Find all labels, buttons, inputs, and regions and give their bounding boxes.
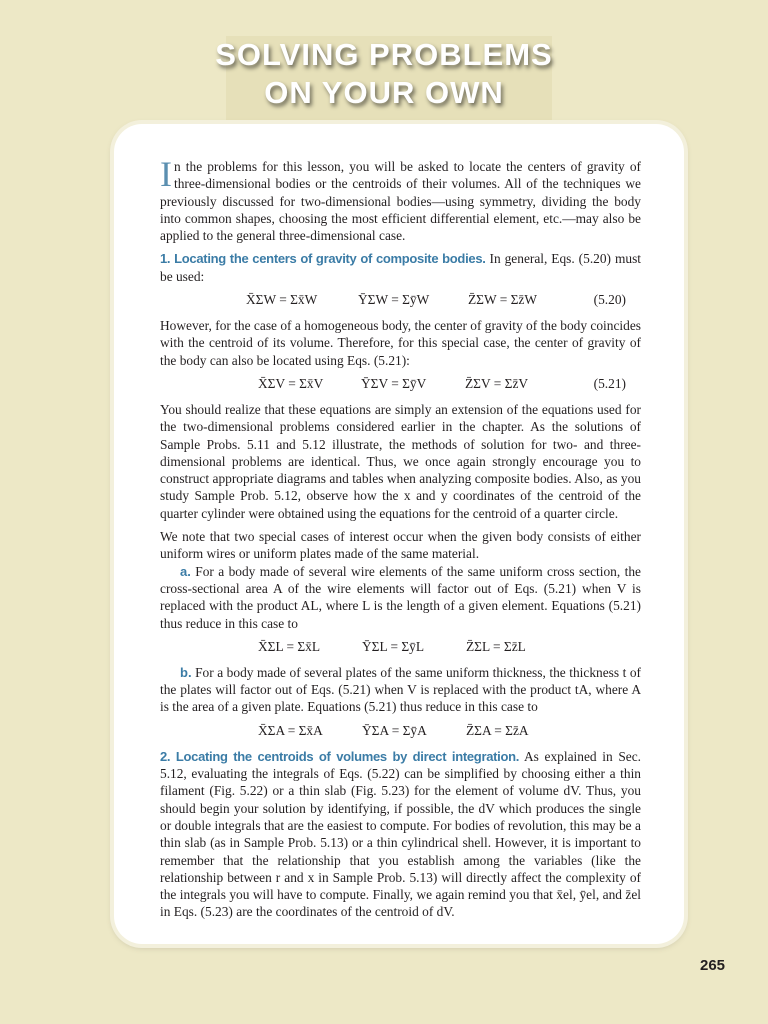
equation-5-20 (160, 291, 641, 310)
equation-number: (5.21) (593, 375, 626, 391)
equation-term: ȲΣA = ΣȳA (362, 722, 427, 738)
equation-term: Z̄ΣV = Σz̄V (465, 375, 529, 391)
case-b-label: b. (180, 664, 192, 680)
drop-cap: I (160, 154, 172, 194)
equation-term: Z̄ΣA = Σz̄A (466, 722, 529, 738)
title-line-1: SOLVING PROBLEMS (215, 37, 553, 72)
homogeneous-paragraph: However, for the case of a homogeneous body, the center of gravity of the body coincides with the centroid of its volume. Therefore, for this special case, the center of gravity of the body can also be located using Eqs. (5.21): (160, 318, 641, 368)
content-body (160, 154, 642, 927)
equation-term: Z̄ΣW = Σz̄W (468, 292, 537, 308)
case-a-text: For a body made of several wire elements of the same uniform cross section, the cross-sectional area A of the wire elements will factor out of Eqs. (5.21) when V is replaced with the product AL, where L is the length of a given element. Equations (5.21) thus reduce in this case to (160, 563, 641, 631)
case-a-paragraph (160, 563, 641, 632)
case-b-text: For a body made of several plates of the same uniform thickness, the thickness t of the plates will factor out of Eqs. (5.21) when V is replaced with the product tA, where A is the area of a given plate. Equations (5.21) thus reduce in this case to (160, 664, 641, 715)
section1-paragraph (160, 250, 641, 285)
extension-paragraph: You should realize that these equations are simply an extension of the equations used for the two-dimensional problems considered earlier in the chapter. As the solutions of Sample Probs. 5.11 and 5.12 illustrate, the methods of solution for two- and three-dimensional problems are identical. Thus, we once again strongly encourage you to construct appropriate diagrams and tables when analyzing composite bodies. Also, as you study Sample Prob. 5.12, observe how the x and y coordinates of the centroid of the quarter cylinder were obtained using the equations for the centroid of a quarter circle. (160, 401, 641, 521)
case-a-label: a. (180, 563, 191, 579)
page-number: 265 (700, 957, 726, 974)
section1-heading: 1. Locating the centers of gravity of composite bodies. (160, 251, 486, 267)
equation-term: ȲΣV = ΣȳV (361, 375, 427, 391)
equation-term: X̄ΣL = Σx̄L (258, 638, 321, 654)
equation-term: Z̄ΣL = Σz̄L (466, 638, 526, 654)
title-line-2: ON YOUR OWN (264, 75, 504, 110)
section2-text: As explained in Sec. 5.12, evaluating the integrals of Eqs. (5.22) can be simplified by choosing either a thin filament (Fig. 5.22) or a thin slab (Fig. 5.23) for the element of volume dV. Thus, you should begin your solution by identifying, if possible, the dV which produces the single or double integrals that are the easiest to compute. For bodies of revolution, this may be a thin slab (as in Sample Prob. 5.13) or a thin cylindrical shell. However, it is important to remember that the relationship that you establish among the variables (like the relationship between r and x in Sample Prob. 5.13) will directly affect the complexity of the integrals you will have to compute. Finally, we again remind you that x̄el, ȳel, and z̄el in Eqs. (5.23) are the coordinates of the centroid of dV. (160, 748, 642, 920)
section1-text: In general, Eqs. (5.20) must be used: (160, 251, 641, 284)
equation-5-21 (160, 375, 641, 394)
equation-term: ȲΣL = ΣȳL (362, 638, 425, 654)
case-b-paragraph (160, 664, 641, 716)
equation-term: X̄ΣV = Σx̄V (258, 375, 324, 391)
equation-wire (160, 638, 641, 657)
section2-paragraph (160, 748, 641, 921)
intro-paragraph (160, 154, 641, 244)
equation-number: (5.20) (593, 292, 626, 308)
page-title (0, 36, 768, 112)
intro-text: n the problems for this lesson, you will be asked to locate the centers of gravity of three-dimensional bodies or the centroids of their volumes. All of the techniques we previously discussed for two-dimensional bodies—using symmetry, dividing the body into common shapes, choosing the most efficient differential element, etc.—may also be applied to the general three-dimensional case. (160, 159, 641, 244)
special-cases-paragraph: We note that two special cases of interest occur when the given body consists of either uniform wires or uniform plates made of the same material. (160, 529, 641, 562)
equation-term: X̄ΣA = Σx̄A (258, 722, 323, 738)
equation-plate (160, 722, 641, 741)
equation-term: X̄ΣW = Σx̄W (246, 292, 318, 308)
equation-term: ȲΣW = ΣȳW (358, 292, 430, 308)
section2-heading: 2. Locating the centroids of volumes by direct integration. (160, 748, 520, 764)
